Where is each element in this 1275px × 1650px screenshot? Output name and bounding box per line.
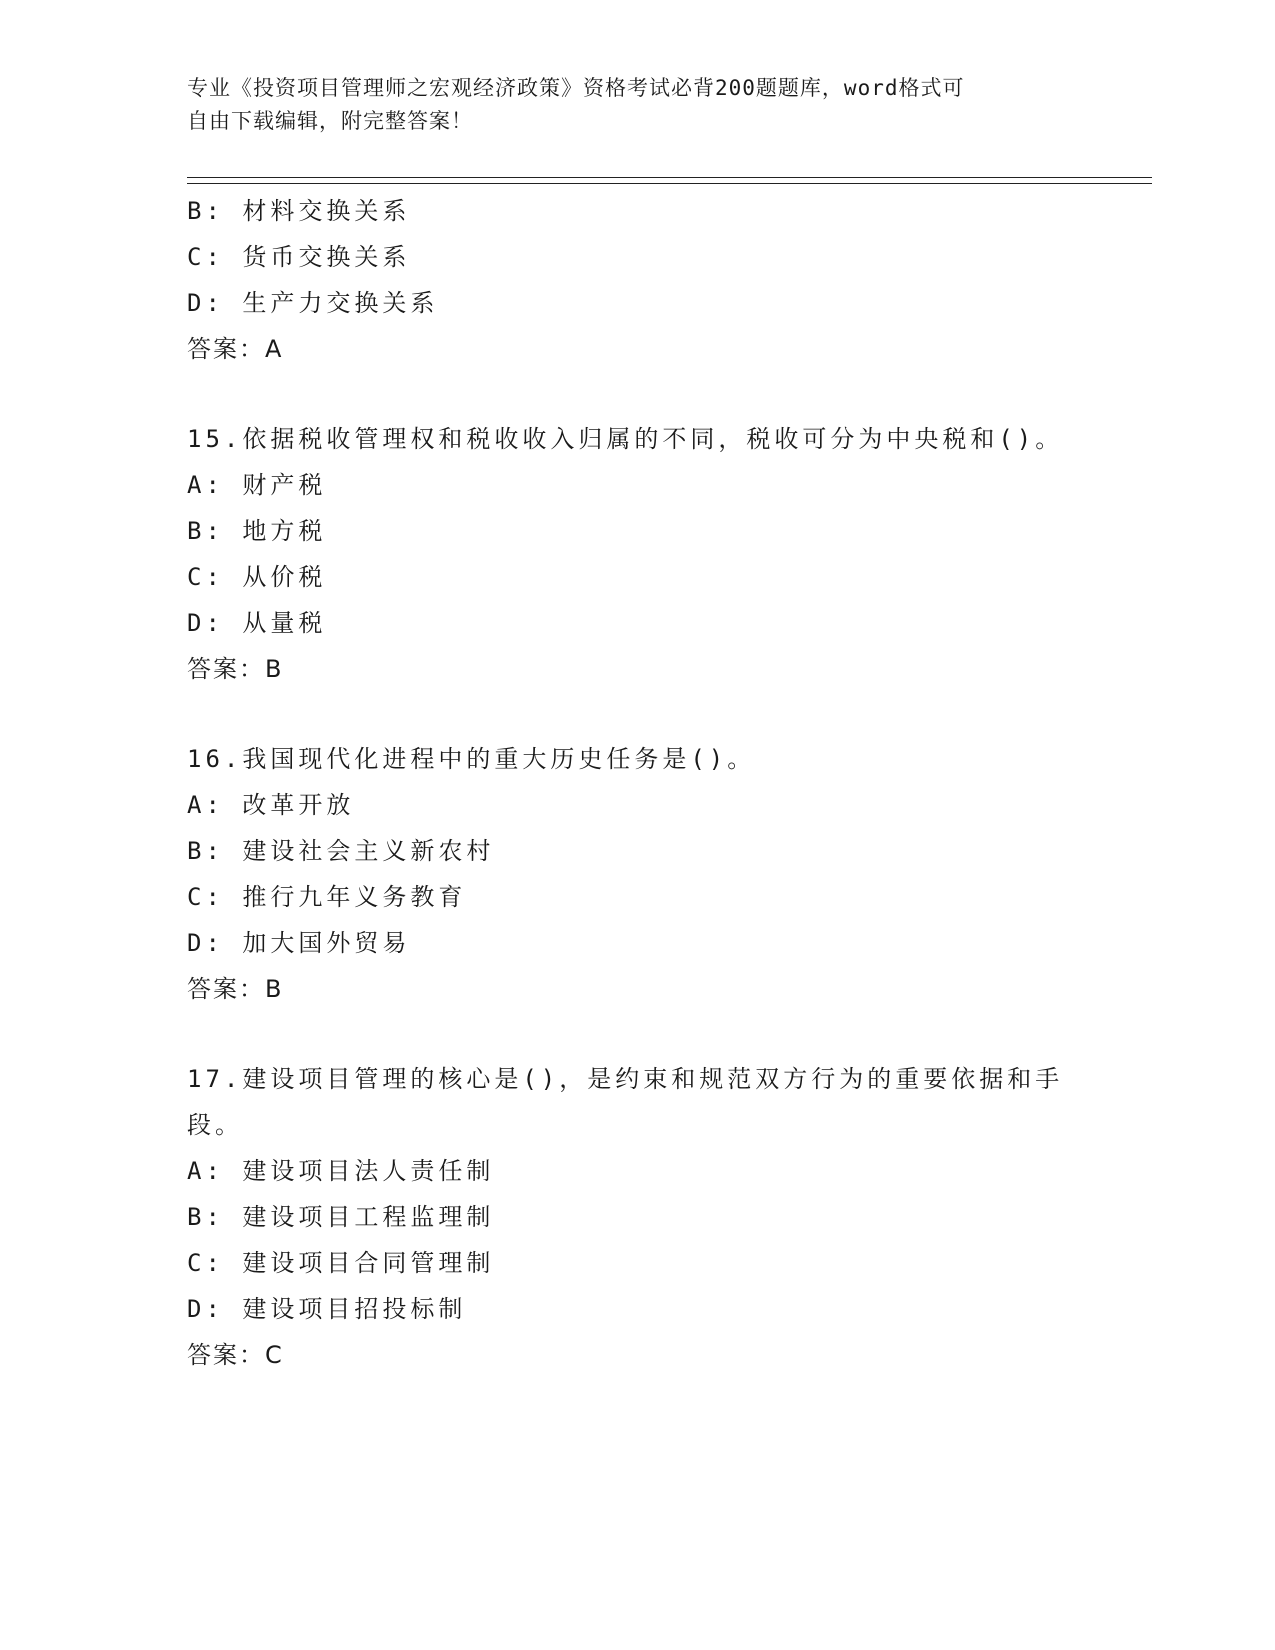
question-stem: 15.依据税收管理权和税收收入归属的不同，税收可分为中央税和()。 bbox=[187, 425, 1064, 453]
option-d: D: 生产力交换关系 bbox=[187, 289, 439, 317]
option-d: D: 加大国外贸易 bbox=[187, 929, 411, 957]
header-line-2: 自由下载编辑，附完整答案！ bbox=[187, 109, 473, 133]
question-stem: 16.我国现代化进程中的重大历史任务是()。 bbox=[187, 745, 756, 773]
option-c: C: 推行九年义务教育 bbox=[187, 883, 467, 911]
option-a: A: 财产税 bbox=[187, 471, 327, 499]
question-15 bbox=[187, 416, 1087, 692]
option-b: B: 材料交换关系 bbox=[187, 197, 411, 225]
document-header bbox=[187, 72, 1087, 138]
answer: 答案：B bbox=[187, 975, 284, 1003]
question-stem: 17.建设项目管理的核心是()，是约束和规范双方行为的重要依据和手段。 bbox=[187, 1065, 1064, 1139]
option-d: D: 从量税 bbox=[187, 609, 327, 637]
option-d: D: 建设项目招投标制 bbox=[187, 1295, 467, 1323]
option-c: C: 货币交换关系 bbox=[187, 243, 411, 271]
header-rule-bottom bbox=[187, 183, 1152, 184]
header-line-1: 专业《投资项目管理师之宏观经济政策》资格考试必背200题题库，word格式可 bbox=[187, 76, 965, 100]
question-list bbox=[187, 188, 1087, 1378]
option-a: A: 建设项目法人责任制 bbox=[187, 1157, 495, 1185]
answer: 答案：B bbox=[187, 655, 284, 683]
question-17 bbox=[187, 1056, 1087, 1378]
option-a: A: 改革开放 bbox=[187, 791, 355, 819]
option-c: C: 建设项目合同管理制 bbox=[187, 1249, 495, 1277]
option-c: C: 从价税 bbox=[187, 563, 327, 591]
answer: 答案：A bbox=[187, 335, 284, 363]
spacer bbox=[187, 372, 1087, 416]
option-b: B: 建设项目工程监理制 bbox=[187, 1203, 495, 1231]
spacer bbox=[187, 1012, 1087, 1056]
question-14-continued bbox=[187, 188, 1087, 372]
question-16 bbox=[187, 736, 1087, 1012]
option-b: B: 建设社会主义新农村 bbox=[187, 837, 495, 865]
option-b: B: 地方税 bbox=[187, 517, 327, 545]
spacer bbox=[187, 692, 1087, 736]
header-rule-top bbox=[187, 177, 1152, 178]
answer: 答案：C bbox=[187, 1341, 284, 1369]
